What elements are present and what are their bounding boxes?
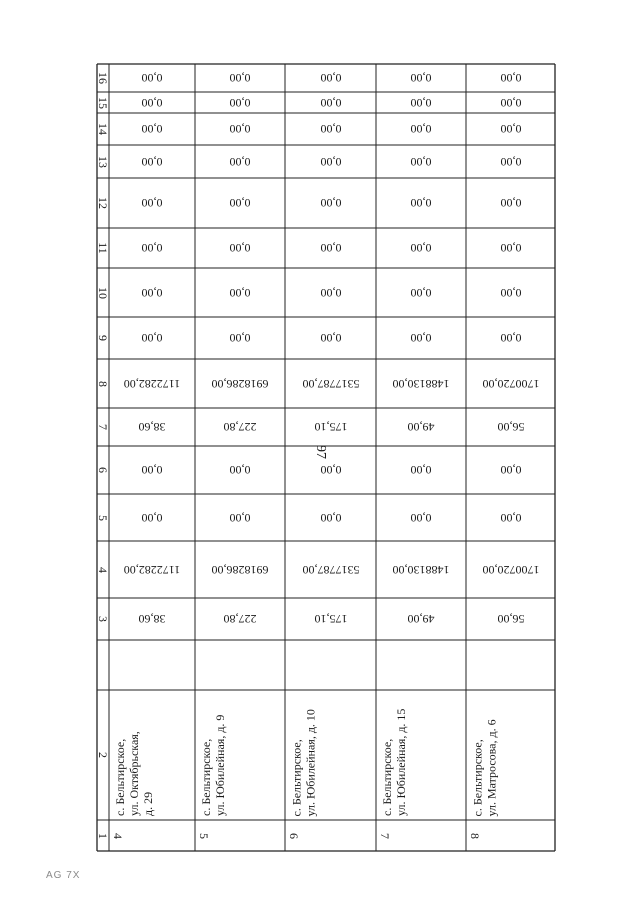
value-cell-col6: 0,00 [320,463,341,477]
value-cell-col11: 0,00 [229,241,251,255]
value-cell-col6: 0,00 [141,463,163,477]
value-cell-col3: 227,80 [223,612,257,626]
value-cell-col11: 0,00 [500,241,521,255]
footer-mark: AG 7X [46,870,81,881]
value-cell-col15: 0,00 [229,95,251,110]
value-cell-col8: 1700720,00 [482,376,539,391]
value-cell-col6: 0,00 [500,463,521,477]
value-cell-col5: 0,00 [410,510,432,525]
value-cell-col4: 1700720,00 [482,562,539,577]
column-number-6: 6 [96,467,110,473]
value-cell-col13: 0,00 [410,154,432,169]
row-number: 6 [287,832,301,839]
value-cell-col12: 0,00 [500,196,521,210]
value-cell-col5: 0,00 [141,510,163,525]
value-cell-col14: 0,00 [410,122,432,136]
row-number: 7 [378,832,392,839]
value-cell-col8: 1488130,00 [392,376,450,391]
column-number-3: 3 [96,616,110,622]
address-cell: с. Бельтирское, ул. Матросова, д. 6 [470,718,498,816]
value-cell-col8: 6918286,00 [211,376,269,391]
column-number-1: 1 [96,832,110,839]
value-cell-col9: 0,00 [320,331,341,345]
value-cell-col14: 0,00 [141,122,163,136]
value-cell-col15: 0,00 [320,95,341,110]
value-cell-col16: 0,00 [141,71,163,85]
value-cell-col6: 0,00 [229,463,251,477]
value-cell-col5: 0,00 [320,510,341,525]
value-cell-col11: 0,00 [141,241,163,255]
value-cell-col11: 0,00 [320,241,341,255]
value-cell-col9: 0,00 [500,331,521,345]
value-cell-col13: 0,00 [229,154,251,169]
value-cell-col16: 0,00 [410,71,432,85]
value-cell-col11: 0,00 [410,241,432,255]
column-number-5: 5 [96,514,110,521]
value-cell-col4: 1172282,00 [123,562,181,577]
column-number-14: 14 [96,123,110,135]
value-cell-col12: 0,00 [229,196,251,210]
column-number-9: 9 [96,335,110,341]
value-cell-col13: 0,00 [500,154,521,169]
value-cell-col7: 56,00 [497,420,524,434]
row-number: 4 [111,832,125,839]
value-cell-col6: 0,00 [410,463,432,477]
value-cell-col12: 0,00 [320,196,341,210]
value-cell-col16: 0,00 [500,71,521,85]
address-cell: с. Бельтирское, ул. Октябрьская, д. 29 [113,731,155,816]
value-cell-col7: 38,60 [138,420,166,434]
value-cell-col10: 0,00 [141,285,163,300]
value-cell-col5: 0,00 [500,510,521,525]
value-cell-col9: 0,00 [141,331,163,345]
value-cell-col10: 0,00 [500,285,521,300]
column-number-2: 2 [96,752,110,758]
value-cell-col4: 1488130,00 [392,562,450,577]
value-cell-col14: 0,00 [500,122,521,136]
column-number-8: 8 [96,380,110,387]
address-cell: с. Бельтирское, ул. Юбилейная, д. 15 [380,708,408,816]
column-number-13: 13 [96,155,110,168]
value-cell-col10: 0,00 [320,285,341,300]
address-cell: с. Бельтирское, ул. Юбилейная, д. 9 [199,714,227,816]
page-number: 97 [313,445,328,459]
value-cell-col16: 0,00 [320,71,341,85]
value-cell-col9: 0,00 [229,331,251,345]
value-cell-col16: 0,00 [229,71,251,85]
value-cell-col3: 49,00 [407,612,435,626]
value-cell-col4: 6918286,00 [211,562,269,577]
value-cell-col15: 0,00 [410,95,432,110]
value-cell-col7: 49,00 [407,420,435,434]
column-number-7: 7 [96,424,110,430]
value-cell-col15: 0,00 [500,95,521,110]
value-cell-col13: 0,00 [320,154,341,169]
value-cell-col14: 0,00 [320,122,341,136]
value-cell-col5: 0,00 [229,510,251,525]
column-number-4: 4 [96,566,110,573]
column-number-16: 16 [96,72,110,84]
value-cell-col12: 0,00 [410,196,432,210]
value-cell-col10: 0,00 [410,285,432,300]
value-cell-col13: 0,00 [141,154,163,169]
value-cell-col8: 1172282,00 [123,376,181,391]
value-cell-col9: 0,00 [410,331,432,345]
value-cell-col7: 227,80 [223,420,257,434]
value-cell-col7: 175,10 [314,420,347,434]
value-cell-col3: 38,60 [138,612,166,626]
value-cell-col10: 0,00 [229,285,251,300]
value-cell-col14: 0,00 [229,122,251,136]
column-number-10: 10 [96,286,110,299]
row-number: 5 [197,832,211,839]
column-number-12: 12 [96,197,110,209]
value-cell-col3: 56,00 [497,612,524,626]
value-cell-col12: 0,00 [141,196,163,210]
value-cell-col4: 5317787,00 [302,562,359,577]
value-cell-col3: 175,10 [314,612,347,626]
address-cell: с. Бельтирское, ул. Юбилейная, д. 10 [289,708,317,816]
column-number-15: 15 [96,96,110,109]
value-cell-col8: 5317787,00 [302,376,359,391]
column-number-11: 11 [96,242,110,254]
row-number: 8 [468,832,482,839]
value-cell-col15: 0,00 [141,95,163,110]
